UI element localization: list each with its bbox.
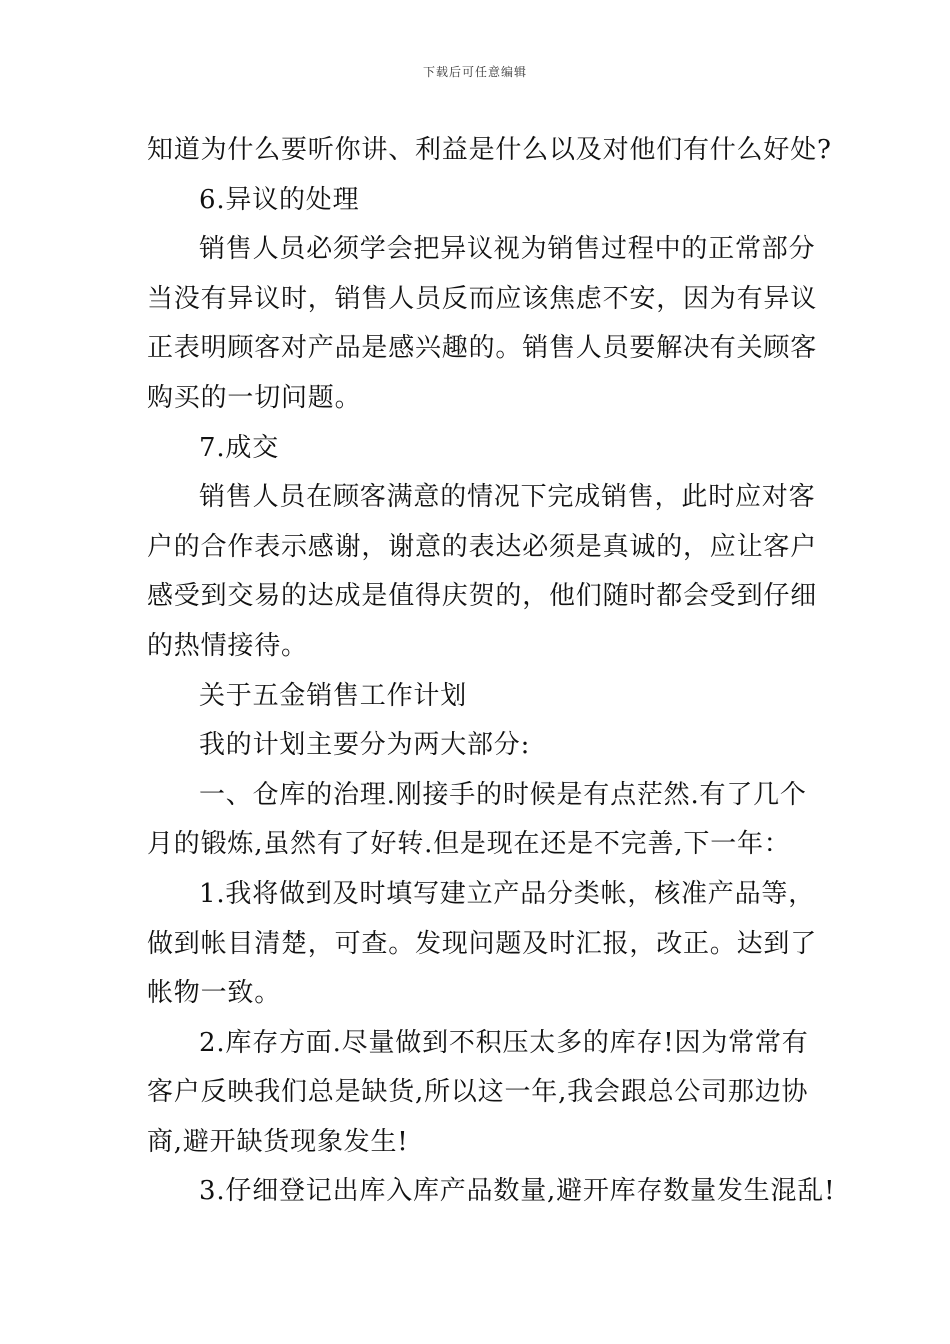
paragraph-line: 一、仓库的治理.刚接手的时候是有点茫然.有了几个 <box>199 779 807 810</box>
paragraph-line: 感受到交易的达成是值得庆贺的，他们随时都会受到仔细 <box>147 581 818 612</box>
paragraph-line: 户的合作表示感谢，谢意的表达必须是真诚的，应让客户 <box>147 531 818 562</box>
paragraph-line: 购买的一切问题。 <box>147 382 362 413</box>
paragraph-line: 我的计划主要分为两大部分: <box>199 730 531 761</box>
page-header-note: 下载后可任意编辑 <box>422 65 527 79</box>
paragraph-line: 销售人员必须学会把异议视为销售过程中的正常部分 <box>199 234 816 265</box>
paragraph-line: 销售人员在顾客满意的情况下完成销售，此时应对客 <box>199 482 816 513</box>
paragraph-line: 当没有异议时，销售人员反而应该焦虑不安，因为有异议 <box>147 283 818 314</box>
paragraph-line: 月的锻炼,虽然有了好转.但是现在还是不完善,下一年： <box>147 829 791 860</box>
list-item: 2.库存方面.尽量做到不积压太多的库存!因为常常有 <box>199 1027 809 1058</box>
section-heading-closing: 7.成交 <box>199 432 280 463</box>
paragraph-line: 客户反映我们总是缺货,所以这一年,我会跟总公司那边协 <box>147 1077 809 1108</box>
section-heading-objection: 6.异议的处理 <box>199 184 360 215</box>
list-item: 3.仔细登记出库入库产品数量,避开库存数量发生混乱! <box>199 1176 836 1207</box>
paragraph-line: 商,避开缺货现象发生! <box>147 1126 409 1157</box>
paragraph-line: 做到帐目清楚，可查。发现问题及时汇报，改正。达到了 <box>147 928 818 959</box>
list-item: 1.我将做到及时填写建立产品分类帐，核准产品等， <box>199 878 816 909</box>
document-title: 关于五金销售工作计划 <box>199 680 468 711</box>
document-body <box>147 126 836 1217</box>
paragraph-line: 知道为什么要听你讲、利益是什么以及对他们有什么好处? <box>147 135 832 165</box>
paragraph-line: 的热情接待。 <box>147 630 308 661</box>
paragraph-line: 正表明顾客对产品是感兴趣的。销售人员要解决有关顾客 <box>147 333 818 364</box>
paragraph-line: 帐物一致。 <box>147 978 282 1009</box>
